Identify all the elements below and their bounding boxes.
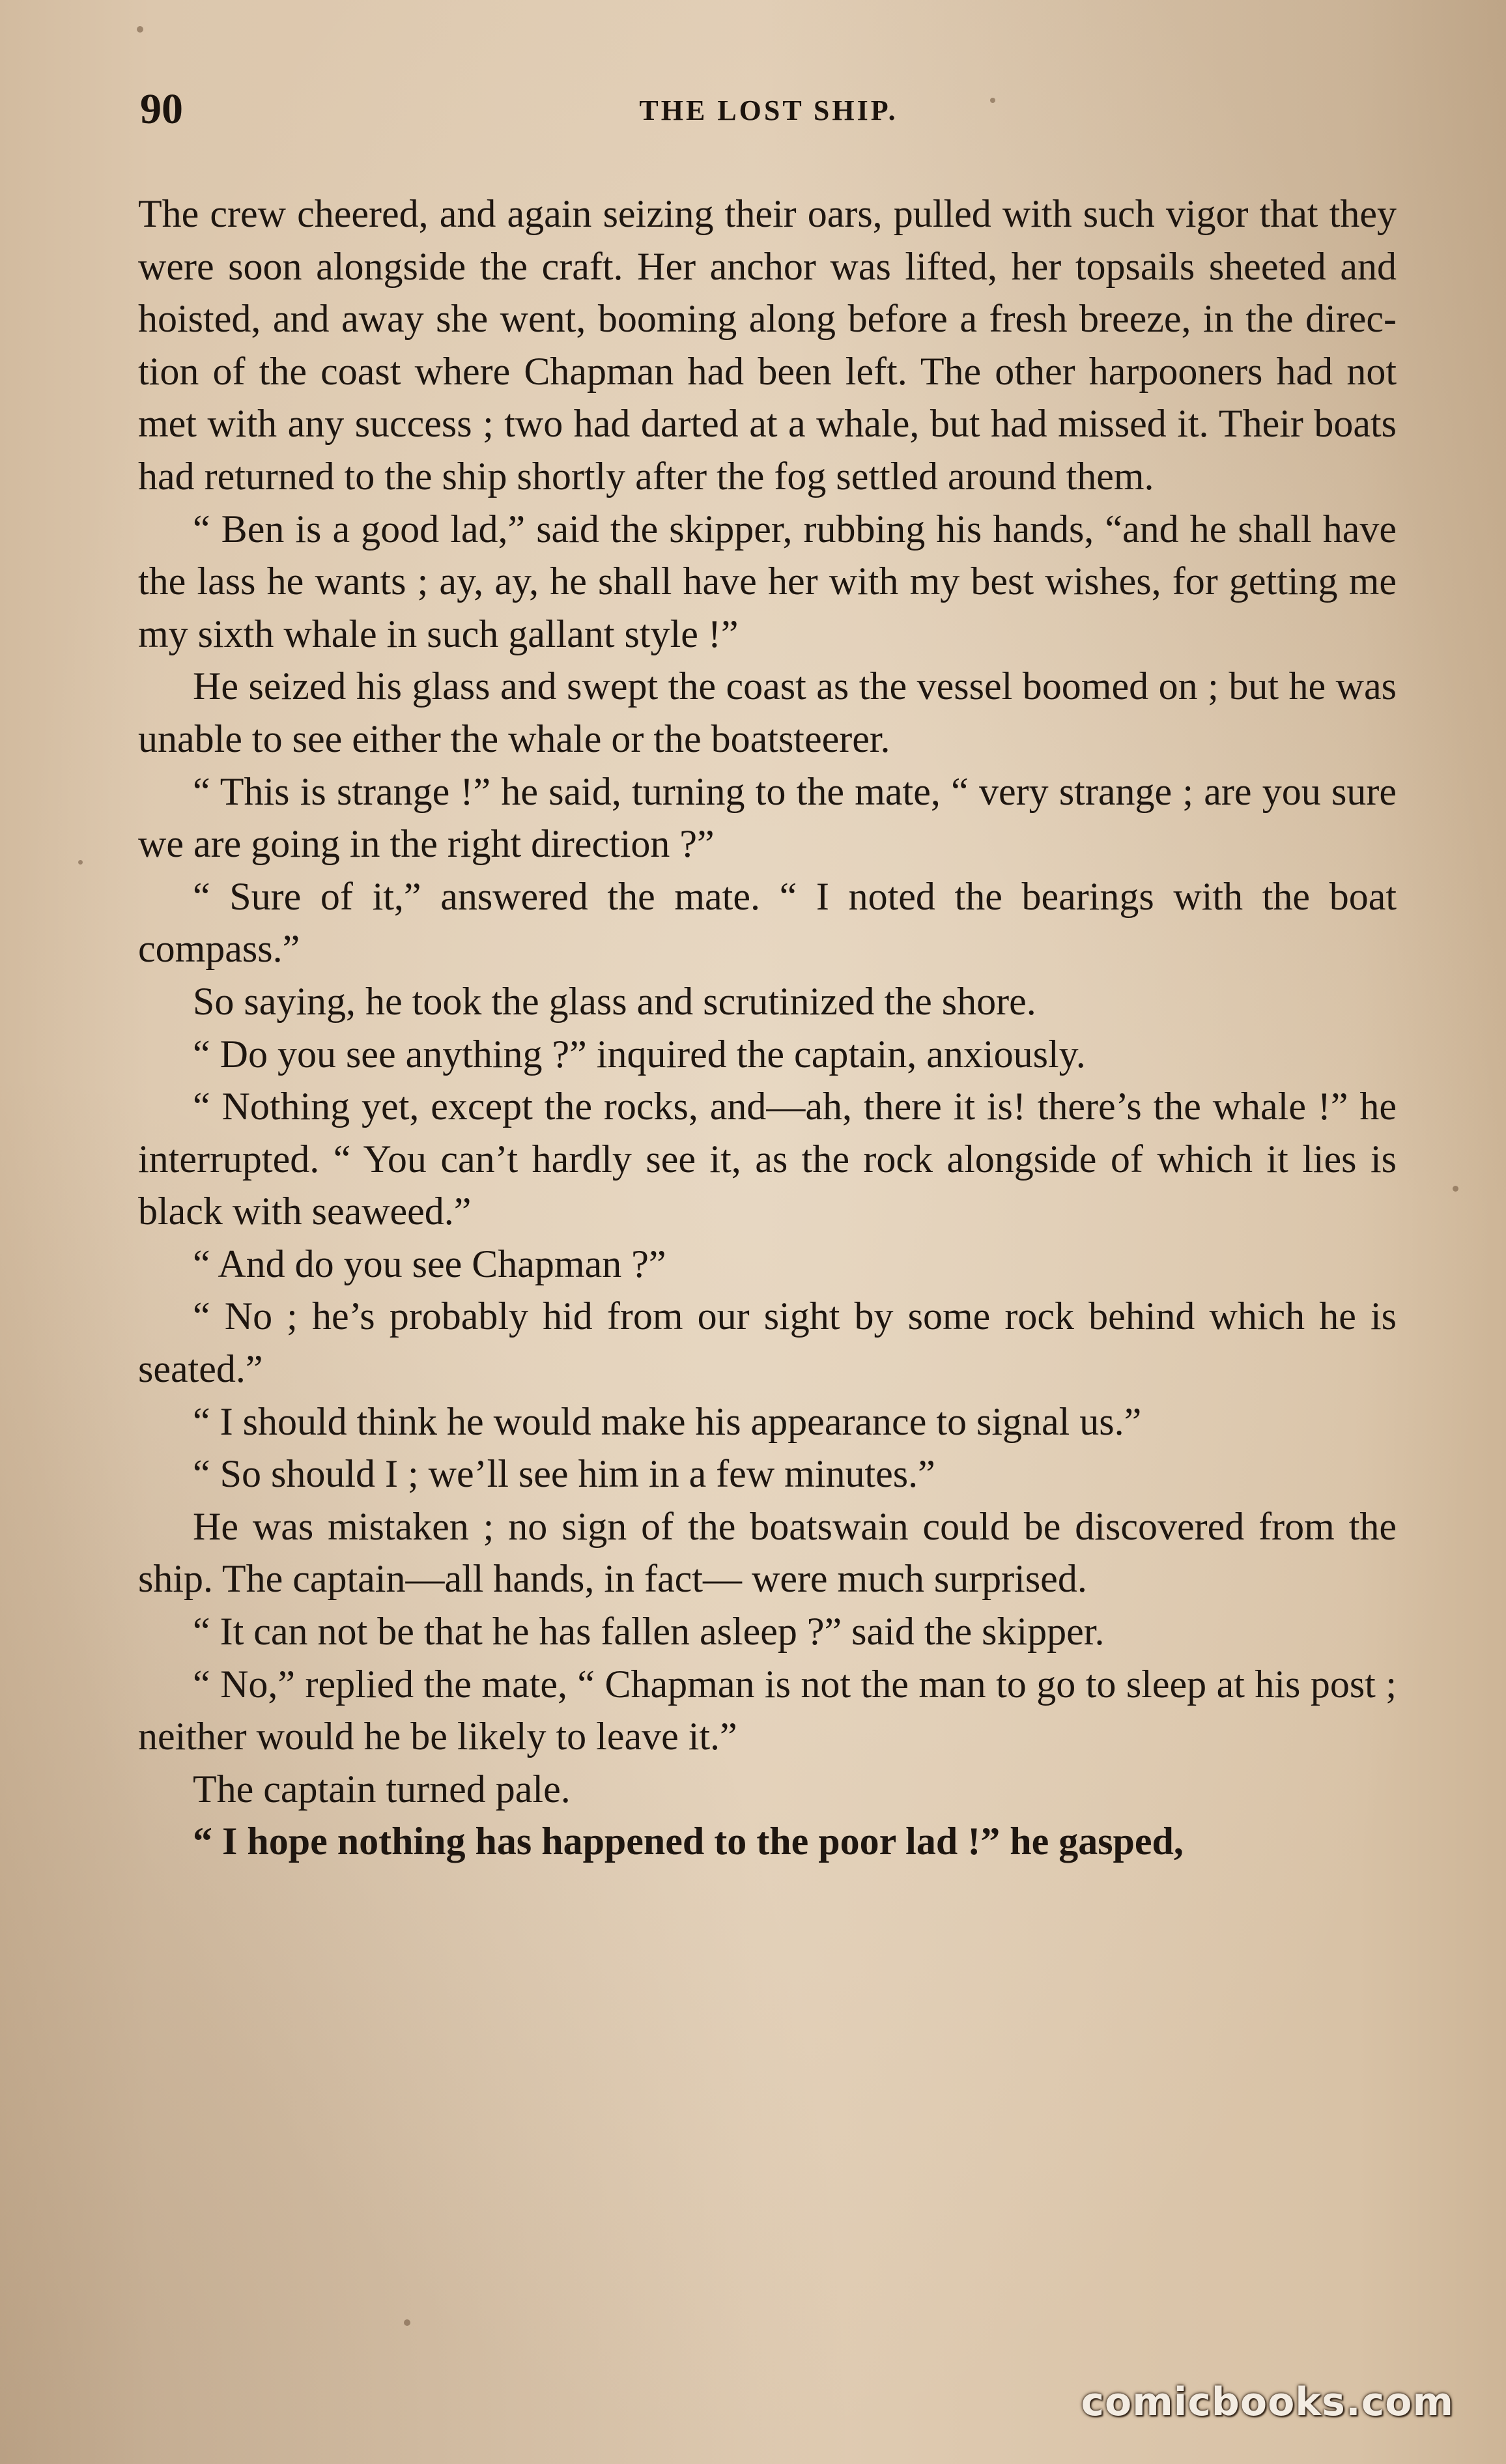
paragraph: “ It can not be that he has fallen asleep ?” said the skipper. (193, 1610, 1105, 1654)
paragraph: He was mistaken ; no sign of the boatswain could be discovered from the ship. The captain—all hands, in fact— were much surprised. (138, 1504, 1397, 1601)
paragraph: “ I hope nothing has happened to the poor lad !” he gasped, (193, 1820, 1184, 1863)
running-title: THE LOST SHIP. (639, 94, 898, 126)
paragraph: “ Ben is a good lad,” said the skipper, rubbing his hands, “and he shall have the lass he wants ; ay, ay, he shall have her with my best wishes, for getting me my sixth whale in such gallant style !” (138, 507, 1397, 655)
paper-speck (137, 26, 143, 33)
paragraph: “ No,” replied the mate, “ Chapman is not the man to go to sleep at his post ; neither would he be likely to leave it.” (138, 1662, 1397, 1758)
paper-speck (404, 2319, 410, 2326)
paragraph: “ Nothing yet, except the rocks, and—ah, there it is! there’s the whale !” he interrupted. “ You can’t hardly see it, as the rock alongside of which it lies is black with seaweed.” (138, 1085, 1397, 1233)
paragraph: He seized his glass and swept the coast as the vessel boomed on ; but he was unable to see either the whale or the boatsteerer. (138, 665, 1397, 760)
paragraph: “ This is strange !” he said, turning to the mate, “ very strange ; are you sure we are going in the right direction ?” (138, 769, 1397, 866)
paper-speck (990, 98, 995, 103)
paragraph: “ Sure of it,” answered the mate. “ I noted the bearings with the boat compass.” (138, 874, 1397, 971)
paragraph: “ I should think he would make his appearance to signal us.” (193, 1399, 1142, 1443)
paper-speck (1453, 1186, 1458, 1192)
page-number: 90 (140, 85, 183, 133)
paper-speck (78, 860, 83, 865)
paragraph: “ No ; he’s probably hid from our sight by some rock behind which he is seated.” (138, 1295, 1397, 1391)
body-text (138, 188, 1397, 1868)
paragraph: “ Do you see anything ?” inquired the captain, anxiously. (193, 1032, 1086, 1076)
paragraph: “ And do you see Chapman ?” (193, 1242, 666, 1285)
paragraph: “ So should I ; we’ll see him in a few minutes.” (193, 1452, 935, 1496)
page-header (140, 85, 1397, 137)
paragraph: So saying, he took the glass and scrutinized the shore. (193, 979, 1036, 1023)
paragraph: The captain turned pale. (193, 1767, 571, 1811)
site-watermark: comicbooks.com (1081, 2379, 1454, 2425)
paragraph: The crew cheered, and again seizing their oars, pulled with such vigor that they were soon alongside the craft. Her anchor was lifted, her topsails sheeted and hoisted, and away she went, booming along before a fresh breeze, in the direction of the coast where Chapman had been left. The other harpooners had not met with any success ; two had darted at a whale, but had missed it. Their boats had returned to the ship shortly after the fog settled around them. (138, 192, 1397, 498)
